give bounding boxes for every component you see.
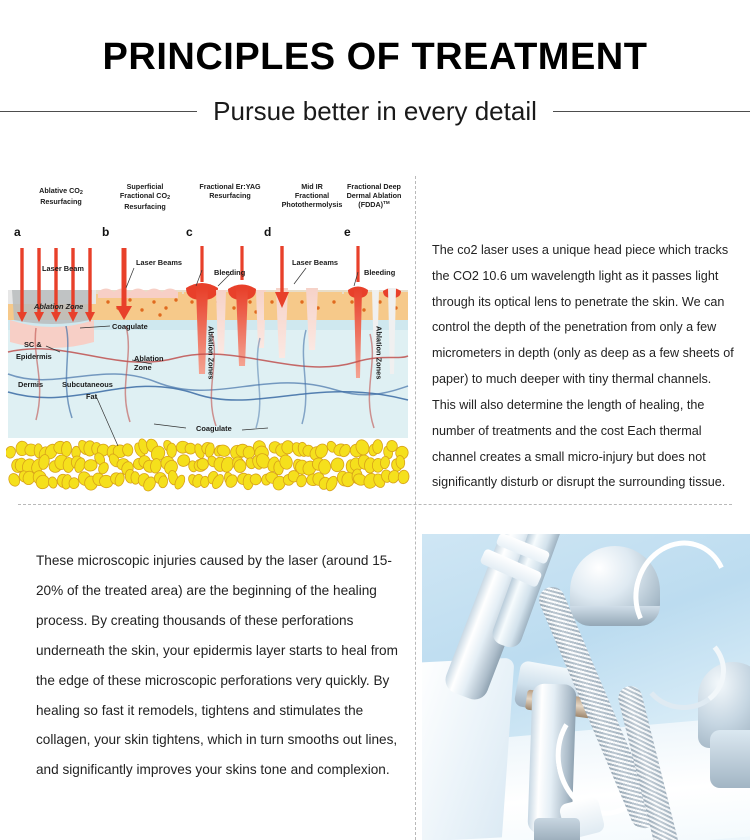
header-e-line1: Fractional Deep bbox=[347, 182, 401, 191]
header-a-sub: 2 bbox=[79, 190, 83, 196]
header-d-line1: Mid IR bbox=[301, 182, 323, 191]
page-subtitle: Pursue better in every detail bbox=[213, 96, 537, 126]
callout-ablation-zones-c: Ablation Zones bbox=[206, 326, 216, 380]
diagram-column-headers bbox=[6, 180, 410, 224]
co2-laser-paragraph: The co2 laser uses a unique head piece which tracks the CO2 10.6 um wavelength light as it passes light through its optical lens to penetrate the skin. We can control the depth of the penetration from only a few micrometers in depth (only as deep as a few sheets of paper) to much deeper with tiny thermal channels. This will also determine the length of healing, the number of treatments and the cost Each thermal channel creates a small micro-injury but does not significantly disturb or disrupt the surrounding tissue. bbox=[432, 243, 734, 490]
callout-bleeding-e: Bleeding bbox=[364, 268, 396, 277]
callout-sc: SC & bbox=[24, 340, 42, 349]
callout-ablation-zones-e: Ablation Zones bbox=[374, 326, 384, 380]
callout-epidermis: Epidermis bbox=[16, 352, 52, 361]
callout-laser-beams-d: Laser Beams bbox=[292, 258, 339, 267]
callout-fat: Fat bbox=[86, 392, 98, 401]
diagram-header-b bbox=[102, 182, 188, 211]
header-b-line3: Resurfacing bbox=[124, 202, 166, 212]
callout-laser-beams-b: Laser Beams bbox=[136, 258, 183, 267]
horizontal-divider bbox=[18, 504, 732, 505]
callout-dermis: Dermis bbox=[18, 380, 44, 389]
callout-subcutaneous: Subcutaneous bbox=[62, 380, 113, 389]
header-b-line2: Fractional CO bbox=[119, 191, 168, 201]
header-c-line1: Fractional Er:YAG bbox=[199, 182, 261, 191]
subtitle-row bbox=[0, 96, 750, 127]
healing-process-paragraph: These microscopic injuries caused by the laser (around 15-20% of the treated area) are the beginning of the healing process. By creating thousands of these perforations underneath the skin, your epidermis layer starts to heal from the edge of these microscopic perforations very quickly. By healing so fast it remodels, tightens and stimulates the collagen, your skin tightens, which in turn smooths out lines, and significantly improves your skins tone and complexion. bbox=[36, 553, 398, 778]
header-e-line3: (FDDA) bbox=[358, 200, 384, 210]
laser-arm-photo bbox=[422, 534, 750, 840]
product-photo-cell bbox=[422, 534, 750, 840]
page-title: PRINCIPLES OF TREATMENT bbox=[102, 36, 648, 78]
header-a-line1: Ablative CO bbox=[39, 186, 80, 195]
header-b-sub: 2 bbox=[167, 195, 171, 202]
diagram-letter-d: d bbox=[264, 225, 272, 239]
callout-ablation-zone-b: Ablation Zone bbox=[134, 354, 164, 373]
header-e-sup: TM bbox=[383, 200, 390, 206]
diagram-header-e bbox=[336, 182, 412, 210]
callout-coagulate-2: Coagulate bbox=[196, 424, 232, 433]
callout-laser-beam-a: Laser Beam bbox=[42, 264, 84, 273]
diagram-letter-c: c bbox=[186, 225, 193, 239]
header-e-line2: Dermal Ablation bbox=[346, 191, 402, 201]
diagram-letter-e: e bbox=[344, 225, 351, 239]
subtitle-rule-left bbox=[0, 111, 197, 112]
header-d-line2: Fractional bbox=[294, 191, 330, 201]
diagram-canvas bbox=[6, 242, 410, 500]
content-grid bbox=[0, 176, 750, 840]
callout-coagulate-1: Coagulate bbox=[112, 322, 148, 331]
diagram-header-c bbox=[184, 182, 276, 200]
top-right-text-cell bbox=[432, 238, 738, 496]
callout-bleeding-c: Bleeding bbox=[214, 268, 246, 277]
diagram-letter-b: b bbox=[102, 225, 110, 239]
photo-right-cylinder-lower bbox=[710, 730, 750, 788]
diagram-cell bbox=[6, 180, 410, 500]
header-a-line2: Resurfacing bbox=[40, 196, 82, 206]
callout-ablation-zone-a: Ablation Zone bbox=[34, 302, 84, 311]
vertical-divider bbox=[415, 176, 416, 840]
page-header bbox=[0, 0, 750, 127]
laser-skin-diagram bbox=[6, 180, 410, 500]
header-d-line3: Photothermolysis bbox=[281, 200, 343, 210]
diagram-letter-a: a bbox=[14, 225, 21, 239]
header-c-line2: Resurfacing bbox=[209, 191, 251, 201]
header-b-line1: Superficial bbox=[126, 182, 164, 191]
diagram-header-a bbox=[20, 186, 102, 206]
subtitle-rule-right bbox=[553, 111, 750, 112]
photo-arm-base bbox=[534, 818, 580, 840]
bottom-left-text-cell bbox=[36, 546, 398, 785]
